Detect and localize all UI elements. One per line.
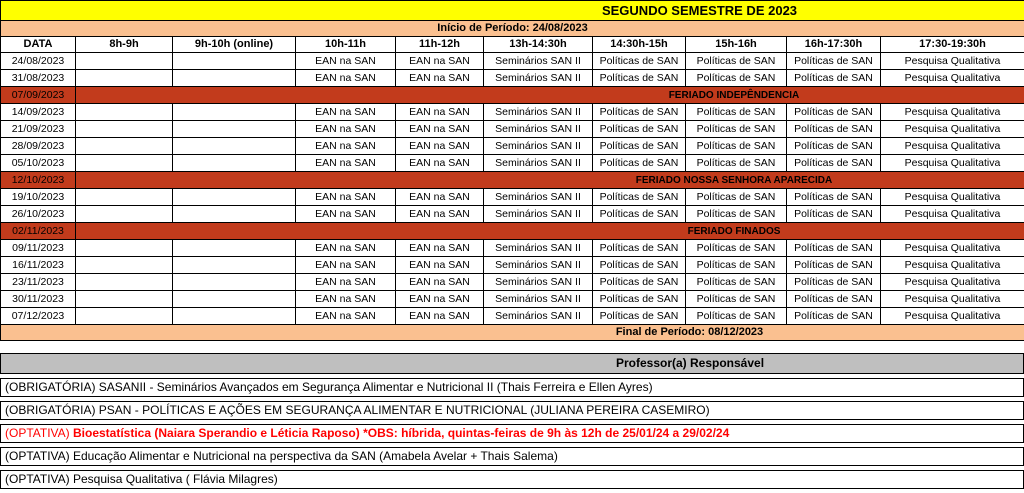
date-cell[interactable]: 23/11/2023 (1, 274, 76, 291)
schedule-cell[interactable]: Políticas de SAN (593, 240, 686, 257)
column-header-11h-12h[interactable]: 11h-12h (396, 37, 484, 53)
schedule-row (1, 308, 1024, 325)
schedule-cell[interactable] (173, 121, 296, 138)
schedule-cell[interactable] (173, 189, 296, 206)
schedule-cell[interactable]: Pesquisa Qualitativa (881, 70, 1024, 87)
schedule-cell[interactable]: Políticas de SAN (593, 291, 686, 308)
schedule-cell[interactable] (76, 206, 173, 223)
date-cell[interactable]: 02/11/2023 (1, 223, 76, 240)
schedule-cell[interactable] (76, 53, 173, 70)
schedule-cell[interactable]: Seminários SAN II (484, 121, 593, 138)
schedule-cell[interactable]: EAN na SAN (296, 240, 396, 257)
schedule-cell[interactable]: Políticas de SAN (787, 121, 881, 138)
schedule-cell[interactable]: Seminários SAN II (484, 257, 593, 274)
column-header-16h-1730h[interactable]: 16h-17:30h (787, 37, 881, 53)
schedule-cell[interactable]: Políticas de SAN (686, 308, 787, 325)
schedule-cell[interactable]: EAN na SAN (396, 291, 484, 308)
column-header-15h-16h[interactable]: 15h-16h (686, 37, 787, 53)
schedule-cell[interactable] (173, 240, 296, 257)
column-header-9h-10h-online[interactable]: 9h-10h (online) (173, 37, 296, 53)
holiday-row (1, 172, 1024, 189)
schedule-cell[interactable]: Pesquisa Qualitativa (881, 121, 1024, 138)
schedule-cell[interactable]: Pesquisa Qualitativa (881, 291, 1024, 308)
schedule-cell[interactable] (76, 291, 173, 308)
schedule-row (1, 257, 1024, 274)
schedule-cell[interactable] (173, 291, 296, 308)
schedule-row (1, 53, 1024, 70)
schedule-cell[interactable] (76, 138, 173, 155)
schedule-cell[interactable] (173, 308, 296, 325)
column-header-1430h-15h[interactable]: 14:30h-15h (593, 37, 686, 53)
professor-row[interactable] (0, 447, 1024, 466)
schedule-cell[interactable]: EAN na SAN (396, 70, 484, 87)
schedule-cell[interactable]: EAN na SAN (396, 121, 484, 138)
schedule-cell[interactable]: Políticas de SAN (787, 53, 881, 70)
professor-text: (OBRIGATÓRIA) PSAN - POLÍTICAS E AÇÕES EM SEGURANÇA ALIMENTAR E NUTRICIONAL (JULIANA PEREIRA CASEMIRO) (5, 403, 710, 417)
schedule-cell[interactable]: EAN na SAN (396, 308, 484, 325)
date-cell[interactable]: 19/10/2023 (1, 189, 76, 206)
column-header-13h-1430h[interactable]: 13h-14:30h (484, 37, 593, 53)
schedule-cell[interactable]: Políticas de SAN (686, 189, 787, 206)
schedule-cell[interactable]: Políticas de SAN (593, 53, 686, 70)
schedule-cell[interactable]: Políticas de SAN (686, 155, 787, 172)
schedule-cell[interactable]: Políticas de SAN (787, 104, 881, 121)
schedule-row (1, 189, 1024, 206)
schedule-cell[interactable]: Políticas de SAN (787, 206, 881, 223)
schedule-cell[interactable]: Políticas de SAN (686, 138, 787, 155)
schedule-cell[interactable]: Políticas de SAN (593, 104, 686, 121)
schedule-cell[interactable]: Seminários SAN II (484, 53, 593, 70)
schedule-cell[interactable]: Políticas de SAN (787, 138, 881, 155)
schedule-cell[interactable]: Políticas de SAN (787, 308, 881, 325)
date-cell[interactable]: 07/09/2023 (1, 87, 76, 104)
schedule-cell[interactable] (76, 121, 173, 138)
date-cell[interactable]: 14/09/2023 (1, 104, 76, 121)
schedule-body (1, 53, 1024, 325)
professor-row[interactable] (0, 470, 1024, 489)
schedule-row (1, 240, 1024, 257)
schedule-row (1, 138, 1024, 155)
professor-text: (OBRIGATÓRIA) SASANII - Seminários Avançados em Segurança Alimentar e Nutricional II (Thais Ferreira e Ellen Ayres) (5, 380, 653, 394)
date-cell[interactable]: 07/12/2023 (1, 308, 76, 325)
schedule-row (1, 70, 1024, 87)
date-cell[interactable]: 26/10/2023 (1, 206, 76, 223)
professor-row[interactable] (0, 401, 1024, 420)
holiday-row (1, 87, 1024, 104)
schedule-cell[interactable]: EAN na SAN (296, 155, 396, 172)
schedule-cell[interactable]: EAN na SAN (296, 308, 396, 325)
column-header-row (1, 37, 1024, 53)
schedule-row (1, 274, 1024, 291)
schedule-cell[interactable]: EAN na SAN (296, 104, 396, 121)
schedule-cell[interactable]: Pesquisa Qualitativa (881, 53, 1024, 70)
date-cell[interactable]: 24/08/2023 (1, 53, 76, 70)
schedule-cell[interactable]: Políticas de SAN (593, 138, 686, 155)
schedule-cell[interactable] (76, 308, 173, 325)
schedule-cell[interactable]: Pesquisa Qualitativa (881, 308, 1024, 325)
schedule-cell[interactable]: Seminários SAN II (484, 104, 593, 121)
date-cell[interactable]: 31/08/2023 (1, 70, 76, 87)
schedule-cell[interactable]: Seminários SAN II (484, 240, 593, 257)
schedule-cell[interactable]: EAN na SAN (296, 206, 396, 223)
schedule-cell[interactable] (76, 189, 173, 206)
schedule-cell[interactable]: Pesquisa Qualitativa (881, 206, 1024, 223)
schedule-cell[interactable] (173, 257, 296, 274)
column-header-1730-1930h[interactable]: 17:30-19:30h (881, 37, 1024, 53)
schedule-cell[interactable] (173, 274, 296, 291)
professor-row[interactable] (0, 424, 1024, 443)
professor-row[interactable] (0, 378, 1024, 397)
schedule-cell[interactable]: Políticas de SAN (686, 121, 787, 138)
date-cell[interactable]: 16/11/2023 (1, 257, 76, 274)
professors-header[interactable]: Professor(a) Responsável (0, 353, 1024, 374)
schedule-cell[interactable]: Pesquisa Qualitativa (881, 138, 1024, 155)
schedule-cell[interactable] (173, 206, 296, 223)
schedule-cell[interactable]: Seminários SAN II (484, 308, 593, 325)
schedule-cell[interactable]: Políticas de SAN (686, 104, 787, 121)
schedule-cell[interactable]: Políticas de SAN (787, 240, 881, 257)
period-start-row (1, 21, 1024, 37)
schedule-cell[interactable]: Pesquisa Qualitativa (881, 274, 1024, 291)
schedule-cell[interactable]: Políticas de SAN (787, 257, 881, 274)
holiday-label[interactable]: FERIADO INDEPÊNDENCIA (76, 87, 1024, 104)
schedule-cell[interactable]: Pesquisa Qualitativa (881, 189, 1024, 206)
schedule-row (1, 291, 1024, 308)
schedule-cell[interactable]: Seminários SAN II (484, 189, 593, 206)
schedule-cell[interactable] (76, 240, 173, 257)
schedule-cell[interactable] (173, 155, 296, 172)
schedule-cell[interactable]: Políticas de SAN (593, 155, 686, 172)
holiday-label[interactable]: FERIADO NOSSA SENHORA APARECIDA (76, 172, 1024, 189)
schedule-cell[interactable] (76, 257, 173, 274)
schedule-cell[interactable]: Políticas de SAN (787, 189, 881, 206)
schedule-row (1, 121, 1024, 138)
schedule-cell[interactable]: Políticas de SAN (593, 70, 686, 87)
schedule-cell[interactable]: Pesquisa Qualitativa (881, 104, 1024, 121)
schedule-cell[interactable]: EAN na SAN (396, 189, 484, 206)
schedule-cell[interactable]: EAN na SAN (296, 138, 396, 155)
schedule-cell[interactable]: Seminários SAN II (484, 274, 593, 291)
period-start-label[interactable]: Início de Período: 24/08/2023 (1, 21, 1024, 37)
period-end-label[interactable]: Final de Período: 08/12/2023 (1, 325, 1024, 341)
column-header-data[interactable]: DATA (1, 37, 76, 53)
schedule-cell[interactable]: Seminários SAN II (484, 138, 593, 155)
schedule-cell[interactable] (173, 53, 296, 70)
schedule-cell[interactable]: Pesquisa Qualitativa (881, 155, 1024, 172)
schedule-cell[interactable]: EAN na SAN (296, 53, 396, 70)
schedule-cell[interactable]: Políticas de SAN (593, 189, 686, 206)
schedule-cell[interactable] (173, 104, 296, 121)
schedule-foot (1, 325, 1024, 341)
schedule-cell[interactable]: EAN na SAN (396, 155, 484, 172)
schedule-cell[interactable]: EAN na SAN (296, 121, 396, 138)
schedule-cell[interactable] (76, 70, 173, 87)
professor-text: (OPTATIVA) Pesquisa Qualitativa ( Flávia Milagres) (5, 472, 278, 486)
schedule-row (1, 206, 1024, 223)
professor-text: (OPTATIVA) (5, 426, 73, 440)
schedule-cell[interactable]: Pesquisa Qualitativa (881, 257, 1024, 274)
schedule-cell[interactable]: EAN na SAN (396, 138, 484, 155)
schedule-cell[interactable] (76, 155, 173, 172)
professor-list (0, 378, 1024, 489)
column-header-8h-9h[interactable]: 8h-9h (76, 37, 173, 53)
schedule-cell[interactable] (173, 70, 296, 87)
schedule-cell[interactable]: Políticas de SAN (787, 70, 881, 87)
date-cell[interactable]: 28/09/2023 (1, 138, 76, 155)
schedule-cell[interactable]: EAN na SAN (296, 274, 396, 291)
schedule-cell[interactable]: EAN na SAN (296, 189, 396, 206)
schedule-cell[interactable]: Políticas de SAN (787, 274, 881, 291)
schedule-cell[interactable]: Políticas de SAN (686, 206, 787, 223)
professor-text: (OPTATIVA) Educação Alimentar e Nutricional na perspectiva da SAN (Amabela Avelar + Thais Salema) (5, 449, 558, 463)
date-cell[interactable]: 30/11/2023 (1, 291, 76, 308)
schedule-cell[interactable]: Políticas de SAN (686, 53, 787, 70)
schedule-cell[interactable]: Políticas de SAN (686, 70, 787, 87)
period-end-row (1, 325, 1024, 341)
schedule-cell[interactable]: EAN na SAN (396, 257, 484, 274)
schedule-cell[interactable]: Políticas de SAN (593, 121, 686, 138)
schedule-cell[interactable]: EAN na SAN (396, 53, 484, 70)
title-row (1, 1, 1024, 21)
date-cell[interactable]: 21/09/2023 (1, 121, 76, 138)
schedule-row (1, 104, 1024, 121)
schedule-cell[interactable]: EAN na SAN (396, 206, 484, 223)
holiday-label[interactable]: FERIADO FINADOS (76, 223, 1024, 240)
schedule-cell[interactable]: Seminários SAN II (484, 70, 593, 87)
schedule-cell[interactable]: Políticas de SAN (593, 274, 686, 291)
schedule-cell[interactable] (76, 274, 173, 291)
schedule-cell[interactable]: Políticas de SAN (593, 257, 686, 274)
semester-title[interactable]: SEGUNDO SEMESTRE DE 2023 (1, 1, 1024, 21)
schedule-cell[interactable]: EAN na SAN (396, 104, 484, 121)
column-header-10h-11h[interactable]: 10h-11h (296, 37, 396, 53)
schedule-cell[interactable]: Seminários SAN II (484, 155, 593, 172)
schedule-cell[interactable]: EAN na SAN (296, 70, 396, 87)
schedule-cell[interactable]: EAN na SAN (296, 291, 396, 308)
holiday-row (1, 223, 1024, 240)
schedule-row (1, 155, 1024, 172)
schedule-cell[interactable]: Políticas de SAN (686, 240, 787, 257)
schedule-cell[interactable]: Políticas de SAN (787, 155, 881, 172)
schedule-cell[interactable]: Políticas de SAN (686, 291, 787, 308)
schedule-cell[interactable]: Seminários SAN II (484, 206, 593, 223)
schedule-cell[interactable]: Políticas de SAN (787, 291, 881, 308)
schedule-cell[interactable] (76, 104, 173, 121)
schedule-cell[interactable]: Pesquisa Qualitativa (881, 240, 1024, 257)
schedule-cell[interactable]: Políticas de SAN (686, 274, 787, 291)
schedule-cell[interactable]: EAN na SAN (396, 274, 484, 291)
schedule-cell[interactable]: EAN na SAN (396, 240, 484, 257)
schedule-cell[interactable]: Seminários SAN II (484, 291, 593, 308)
schedule-cell[interactable]: Políticas de SAN (686, 257, 787, 274)
schedule-cell[interactable]: Políticas de SAN (593, 308, 686, 325)
schedule-cell[interactable] (173, 138, 296, 155)
date-cell[interactable]: 12/10/2023 (1, 172, 76, 189)
schedule-head (1, 1, 1024, 53)
professor-text: Bioestatística (Naiara Sperandio e Léticia Raposo) *OBS: híbrida, quintas-feiras de 9h às 12h de 25/01/24 a 29/02/24 (73, 426, 730, 440)
date-cell[interactable]: 09/11/2023 (1, 240, 76, 257)
schedule-cell[interactable]: EAN na SAN (296, 257, 396, 274)
date-cell[interactable]: 05/10/2023 (1, 155, 76, 172)
schedule-cell[interactable]: Políticas de SAN (593, 206, 686, 223)
